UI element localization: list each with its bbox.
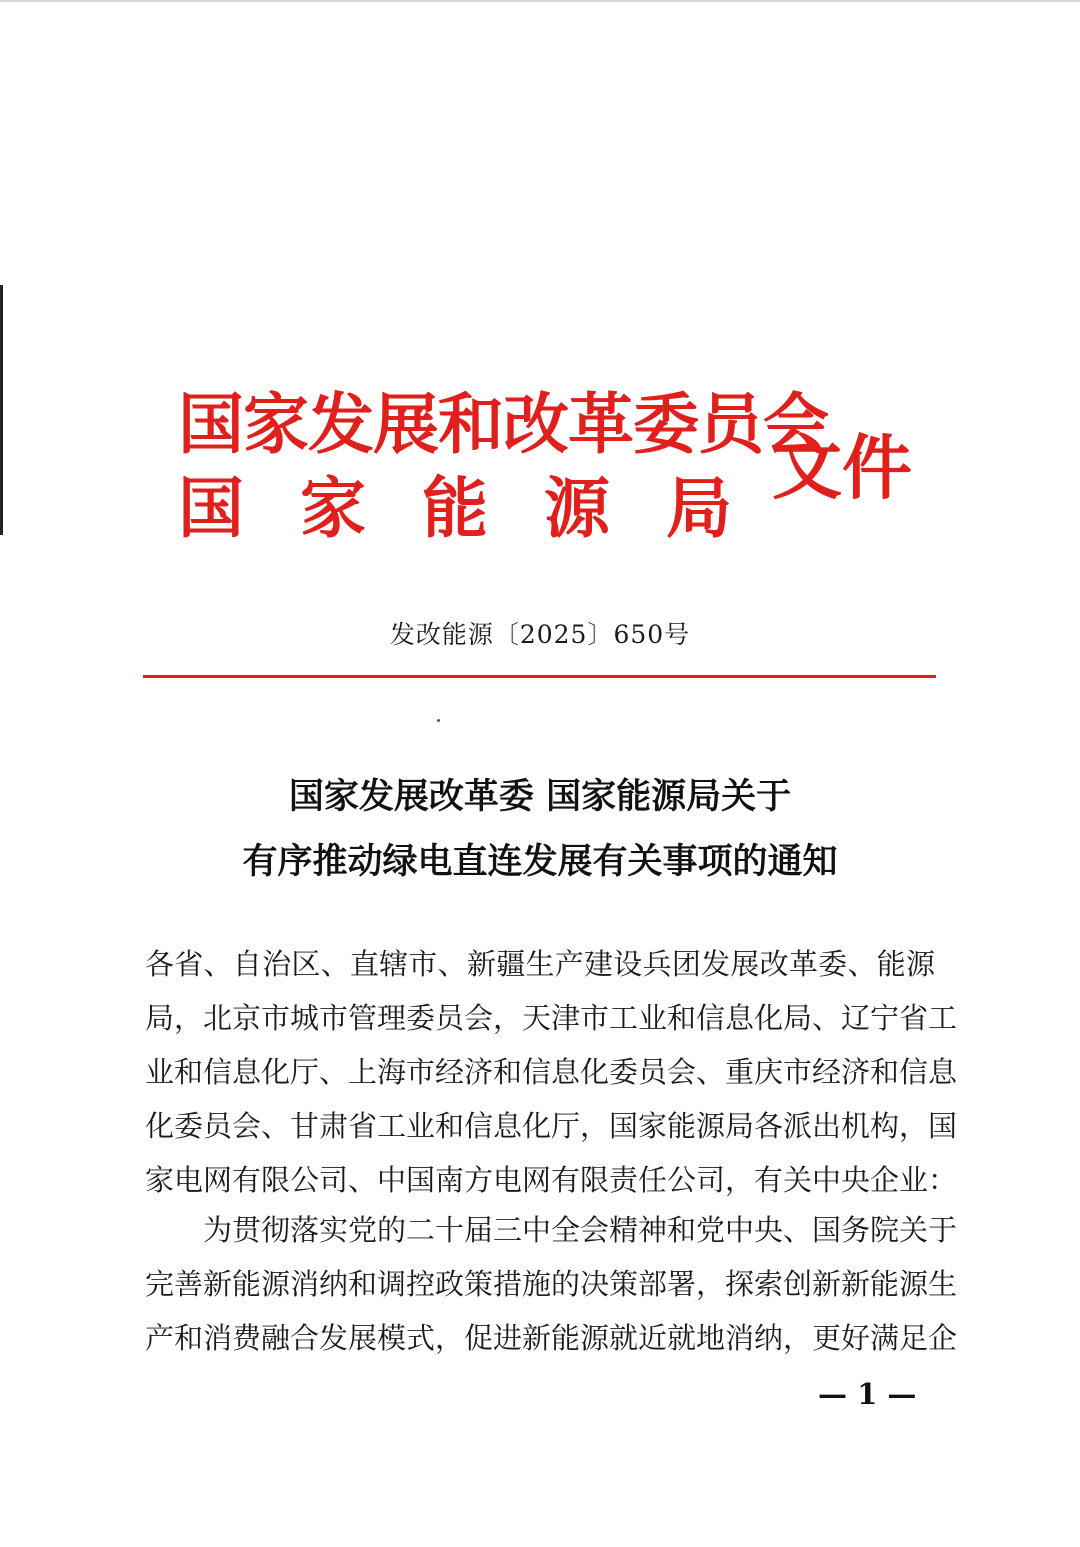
- document-header: [178, 385, 938, 558]
- red-divider: [143, 675, 936, 678]
- paragraph-line: 为贯彻落实党的二十届三中全会精神和党中央、国务院关于: [203, 1213, 958, 1247]
- addressee-line: 化委员会、甘肃省工业和信息化厅，国家能源局各派出机构，国: [145, 1109, 958, 1143]
- addressee-line: 各省、自治区、直辖市、新疆生产建设兵团发展改革委、能源: [145, 947, 935, 981]
- scan-edge-top: [0, 0, 1080, 2]
- scan-speck: [437, 719, 440, 722]
- paragraph-line: 完善新能源消纳和调控政策措施的决策部署，探索创新新能源生: [145, 1267, 958, 1301]
- page-number: — 1 —: [818, 1377, 917, 1411]
- addressee-line: 业和信息化厅、上海市经济和信息化委员会、重庆市经济和信息: [145, 1055, 958, 1089]
- addressee-line: 家电网有限公司、中国南方电网有限责任公司，有关中央企业：: [145, 1163, 958, 1197]
- document-title-line-1: 国家发展改革委 国家能源局关于: [288, 776, 792, 817]
- org-name-ndrc: 国家发展和改革委员会: [178, 385, 828, 463]
- document-number: 发改能源〔2025〕650号: [389, 620, 691, 649]
- doc-type-label: 文件: [772, 426, 912, 509]
- org-name-nea: 国家能源局: [178, 469, 788, 547]
- addressee-block: [145, 937, 958, 1207]
- scan-edge-left: [0, 285, 3, 535]
- paragraph-line: 产和消费融合发展模式，促进新能源就近就地消纳，更好满足企: [145, 1321, 958, 1355]
- addressee-line: 局，北京市城市管理委员会，天津市工业和信息化局、辽宁省工: [145, 1001, 958, 1035]
- body-paragraph: [145, 1203, 958, 1365]
- document-title-line-2: 有序推动绿电直连发展有关事项的通知: [242, 841, 838, 882]
